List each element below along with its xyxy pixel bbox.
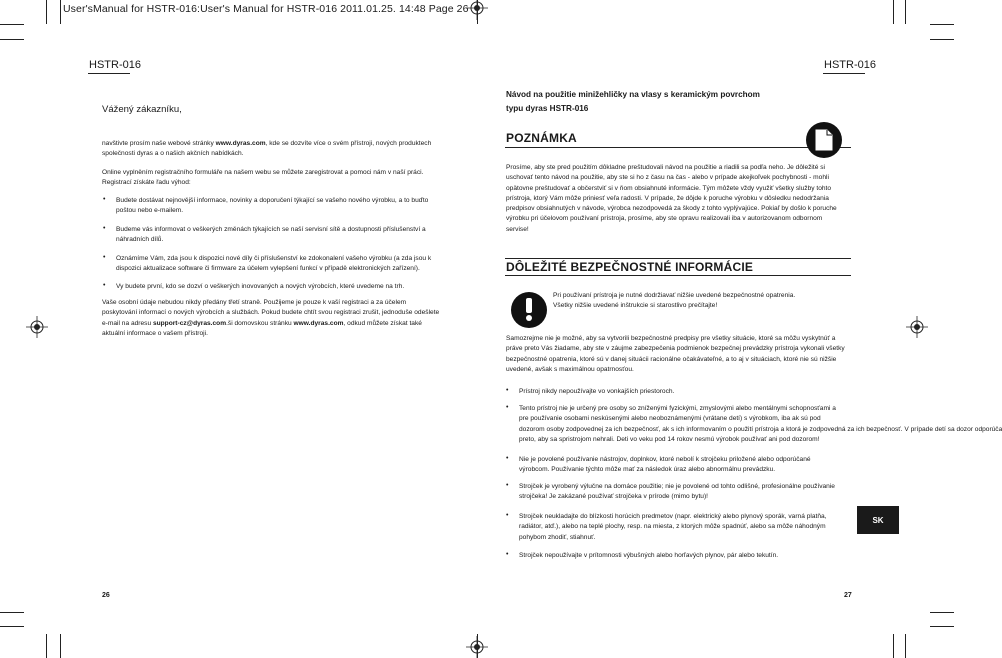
list-item: Oznámíme Vám, zda jsou k dispozici nové díly či příslušenství ke zdokonalení vašeho výrobku (a zda jsou k dispozici aktualizace software či firmware za účelem vylepšení funkcí v případě elektronických zařízení).	[116, 255, 432, 273]
note-heading: POZNÁMKA	[506, 131, 577, 145]
bullet-icon: •	[506, 404, 509, 411]
left-header-rule	[88, 73, 130, 74]
bullet-icon: •	[506, 455, 509, 462]
warning-text: Pri používaní prístroja je nutné dodržiavať nižšie uvedené bezpečnostné opatrenia. Všetky nižšie uvedené inštrukcie si starostlivo prečítajte!	[553, 292, 796, 310]
registration-mark-left-icon	[26, 316, 48, 338]
right-model-label: HSTR-016	[824, 59, 876, 71]
left-model-label: HSTR-016	[89, 59, 141, 71]
registration-mark-right-icon	[906, 316, 928, 338]
safety-intro-paragraph: Samozrejme nie je možné, aby sa vytvorili bezpečnostné predpisy pre všetky situácie, ktoré sa môžu vyskytnúť a práve preto Vás žiadame, aby ste v záujme zabezpečenia podmienok bezpečnej prevádzky prístroja vykonali všetky bezpečnostné opatrenia, ktoré sú v danej situácii racionálne očakávateľné, a to aj v situáciach, ktoré nie sú nižšie uvedené, avšak s maximálnou opatrnosťou.	[506, 335, 845, 373]
right-page-number: 27	[844, 592, 852, 599]
support-email-link[interactable]: support-cz@dyras.com	[152, 319, 227, 327]
bullet-icon: •	[103, 282, 106, 289]
greeting: Vážený zákazníku,	[102, 104, 182, 115]
manual-title: Návod na použitie minižehličky na vlasy s keramickým povrchom typu dyras HSTR-016	[506, 90, 760, 113]
bullet-icon: •	[103, 225, 106, 232]
safety-heading-rule-top	[505, 258, 851, 259]
safety-heading: DÔLEŽITÉ BEZPEČNOSTNÉ INFORMÁCIE	[506, 260, 754, 274]
privacy-paragraph: Vaše osobní údaje nebudou nikdy předány třetí straně. Použijeme je pouze k vaší registraci a za účelem poskytování informací o nových výrobcích a službách. Pokud budete chtít svou registraci zrušit, jednoduše odešlete e-mail na adresu support-cz@dyras.com.ši domovskou stránku www.dyras.com, odkud můžete získat také aktuální informace o vašem přístroji.	[102, 299, 440, 337]
privacy-website-link[interactable]: www.dyras.com	[293, 319, 344, 327]
right-header-rule	[823, 73, 865, 74]
note-icon-box	[806, 122, 842, 158]
bullet-icon: •	[506, 482, 509, 489]
list-item: Prístroj nikdy nepoužívajte vo vonkajších priestoroch.	[519, 388, 675, 395]
list-item: Strojček nepoužívajte v prítomnosti výbušných alebo horľavých plynov, pár alebo tekutín.	[519, 552, 779, 559]
document-icon	[815, 129, 833, 151]
warning-icon-box	[511, 292, 547, 328]
bullet-icon: •	[103, 196, 106, 203]
note-paragraph: Prosíme, aby ste pred použitím dôkladne preštudovali návod na použitie a riadili sa podľa neho. Je dôležité si uschovať tento návod na použitie, aby ste si ho z času na čas - alebo v prípade akejkoľvek pochybnosti - mohli opätovne preštudovať a občerstviť si v ňom obsiahnuté informácie. Tým môžete vždy využiť všetky služby tohto prístroja, ktorý Vám môže priniesť veľa radosti. V prípade, že dôjde k poruche výrobku v dôsledku nedodržania predpisov obsiahnutých v návode, výrobca nezodpovedá za škody z tohto vyplývajúce. Pokiaľ by došlo k poruche výrobku pri účelovom používaní prístroja, prosíme, aby ste opravu realizovali iba v autorizovanom odbornom servise!	[506, 164, 837, 233]
left-page-number: 26	[102, 592, 110, 599]
exclamation-icon	[524, 298, 534, 322]
bullet-icon: •	[506, 387, 509, 394]
intro-paragraph: navštivte prosím naše webové stránky www.dyras.com, kde se dozvíte více o svém přístroji, nových produktech společnosti dyras a o našich akčních nabídkách.	[102, 140, 432, 158]
bullet-icon: •	[506, 551, 509, 558]
list-item: Vy budete první, kdo se dozví o veškerých inovovaných a nových výrobcích, které uvedeme na trh.	[116, 283, 405, 290]
note-heading-rule	[505, 147, 851, 148]
registration-mark-top-icon	[466, 0, 488, 20]
registration-mark-bottom-icon	[466, 636, 488, 658]
list-item: Strojček je vyrobený výlučne na domáce použitie; nie je povolené od tohto odlišné, profesionálne používanie strojčeka! Je zakázané používať strojčeka v prírode (mimo bytu)!	[519, 483, 835, 501]
list-item: Strojček neukladajte do blízkosti horúcich predmetov (napr. elektrický alebo plynový sporák, varná platňa, radiátor, atď.), alebo na teplé plochy, resp. na miesta, z ktorých môže spadnúť, alebo sa môže náhodným pohybom zhodiť, stiahnuť.	[519, 513, 827, 541]
registration-paragraph: Online vyplněním registračního formuláře na našem webu se můžete zaregistrovat a pomoci nám v naší práci. Registrací získáte řadu výhod:	[102, 169, 424, 187]
intro-website-link[interactable]: www.dyras.com	[215, 140, 266, 147]
list-item: Nie je povolené používanie nástrojov, doplnkov, ktoré nebolí k strojčeku priložené alebo odporúčané výrobcom. Používanie týchto môže mať za následok úraz alebo abnormálnu prevádzku.	[519, 456, 811, 474]
bullet-icon: •	[103, 254, 106, 261]
print-info-header: User'sManual for HSTR-016:User's Manual for HSTR-016 2011.01.25. 14:48 Page 26	[63, 3, 469, 15]
language-tab-sk: SK	[857, 506, 899, 534]
safety-heading-rule	[505, 275, 851, 276]
list-item: Budete dostávat nejnovější informace, novinky a doporučení týkající se vašeho nového výrobku, a to buďto poštou nebo e-mailem.	[116, 197, 429, 215]
bullet-icon: •	[506, 512, 509, 519]
list-item: Budeme vás informovat o veškerých změnách týkajících se naší servisní sítě a dostupnosti příslušenství a náhradních dílů.	[116, 226, 426, 244]
list-item: Tento prístroj nie je určený pre osoby so zníženými fyzickými, zmyslovými alebo mentálnymi schopnosťami a pre používanie osobami neskúsenými alebo neoboznámenými (vrátane detí) s výrobkom, iba ak sú pod dozorom osoby zodpovednej za ich bezpečnosť, ak s ich informovaním o použití prístroja a ktorá je zodpovedná za ich bezpečnosť. V prípade detí sa dozor odporúča preto, aby sa spristrojom nehrali. Deti vo veku pod 14 rokov nesmú výrobok používať ani pod dozorom!	[519, 405, 1002, 443]
